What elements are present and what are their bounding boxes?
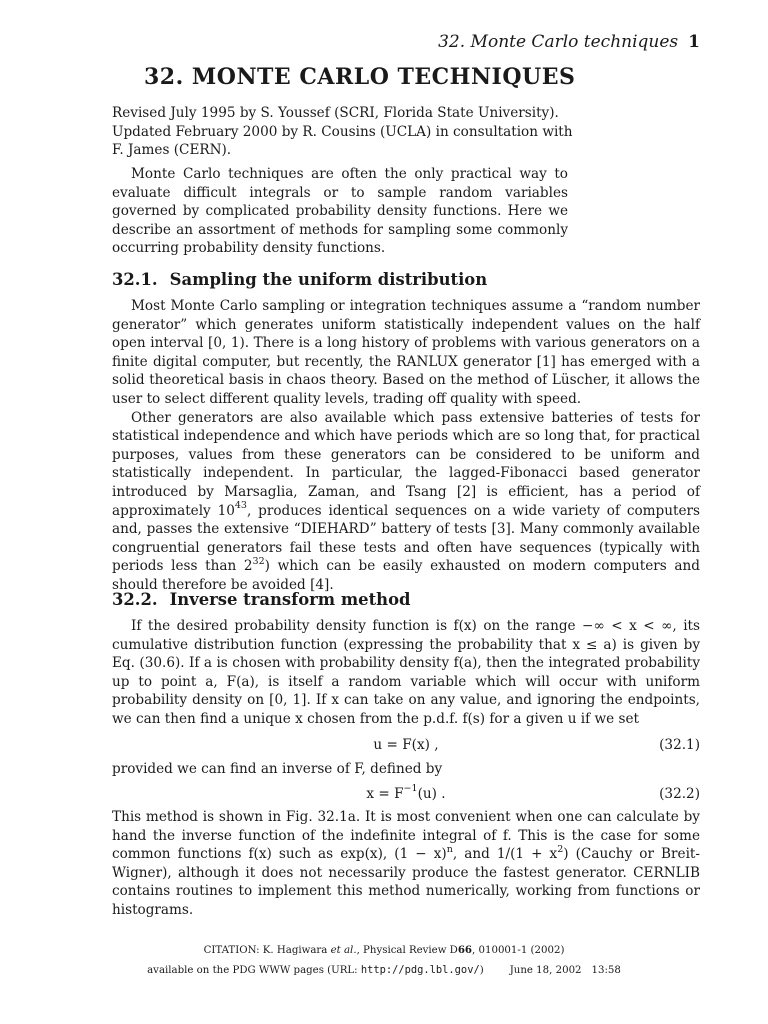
- between-equations: [112, 760, 700, 779]
- equation-32-2: [112, 784, 700, 804]
- paragraph-between: provided we can find an inverse of F, defined by: [112, 761, 443, 777]
- footer-date: June 18, 2002: [509, 965, 582, 976]
- equation-number: (32.2): [659, 786, 700, 802]
- section-32-2-body: [112, 808, 700, 920]
- equation-32-1: [112, 735, 700, 755]
- pdg-url-link[interactable]: http://pdg.lbl.gov/: [360, 964, 480, 976]
- revision-line-1: Revised July 1995 by S. Youssef (SCRI, Florida State University).: [112, 105, 559, 121]
- page-number: 1: [688, 32, 700, 52]
- running-head-text: 32. Monte Carlo techniques: [438, 32, 679, 52]
- section-title: Sampling the uniform distribution: [169, 270, 488, 289]
- revision-line-2: Updated February 2000 by R. Cousins (UCLA) in consultation with: [112, 123, 573, 140]
- paragraph-inverse-1: If the desired probability density function is f(x) on the range −∞ < x < ∞, its cumulative distribution function (expressing the probability that x ≤ a) is given by Eq. (30.6). If a is chosen with probability density f(a), then the integrated probability up to point a, F(a), is itself a random variable which will occur with uniform probability density on [0, 1]. If x can take on any value, and ignoring the endpoints, we can then find a unique x chosen from the p.d.f. f(s) for a given u if we set: [112, 618, 700, 727]
- paragraph-uniform-1: Most Monte Carlo sampling or integration techniques assume a “random number generator” which generates uniform statistically independent values on the half open interval [0, 1). There is a long history of problems with various generators on a finite digital computer, but recently, the RANLUX generator [1] has emerged with a solid theoretical basis in chaos theory. Based on the method of Lüscher, it allows the user to select different quality levels, trading off quality with speed.: [112, 298, 700, 407]
- running-head: [438, 32, 700, 52]
- equation-body: u = F(x) ,: [373, 737, 439, 753]
- paragraph-uniform-2: Other generators are also available which pass extensive batteries of tests for statistical independence and which have periods which are so long that, for practical purposes, values from these generators can be considered to be uniform and statistically independent. In particular, the lagged-Fibonacci based generator introduced by Marsaglia, Zaman, and Tsang [2] is efficient, has a period of approximately $10^{43}$, produces identical sequences on a wide variety of computers and, passes the extensive “DIEHARD” battery of tests [3]. Many commonly available congruential generators fail these tests and often have sequences (typically with periods less than $2^{32}$) which can be easily exhausted on modern computers and should therefore be avoided [4].: [112, 409, 700, 593]
- section-title: Inverse transform method: [169, 590, 411, 609]
- section-32-2-intro: [112, 617, 700, 729]
- intro-paragraph: Monte Carlo techniques are often the only practical way to evaluate difficult integrals or to sample random variables governed by complicated probability density functions. Here we describe an assortment of methods for sampling some commonly occurring probability density functions.: [112, 166, 568, 257]
- page-title: 32. MONTE CARLO TECHNIQUES: [144, 64, 576, 90]
- section-number: 32.1.: [112, 270, 158, 289]
- section-heading-32-1: [112, 270, 487, 289]
- equation-number: (32.1): [659, 737, 700, 753]
- equation-body: $x = F^{-1}(u)$ .: [366, 783, 446, 802]
- section-32-1-body: [112, 297, 700, 595]
- citation-line: CITATION: K. Hagiwara et al., Physical Review D66, 010001-1 (2002): [203, 944, 565, 956]
- availability-line: available on the PDG WWW pages (URL: http://pdg.lbl.gov/) June 18, 2002 13:58: [147, 964, 621, 976]
- intro-block: [112, 165, 568, 258]
- revision-note: [112, 104, 700, 160]
- paragraph-inverse-2: This method is shown in Fig. 32.1a. It is most convenient when one can calculate by hand the inverse function of the indefinite integral of f. This is the case for some common functions f(x) such as exp(x), $(1 - x)^n$, and $1/(1 + x^2)$ (Cauchy or Breit-Wigner), although it does not necessarily produce the fastest generator. CERNLIB contains routines to implement this method numerically, working from functions or histograms.: [112, 809, 700, 918]
- footer-time: 13:58: [591, 965, 621, 976]
- section-heading-32-2: [112, 590, 410, 609]
- section-number: 32.2.: [112, 590, 158, 609]
- revision-line-3: F. James (CERN).: [112, 142, 232, 159]
